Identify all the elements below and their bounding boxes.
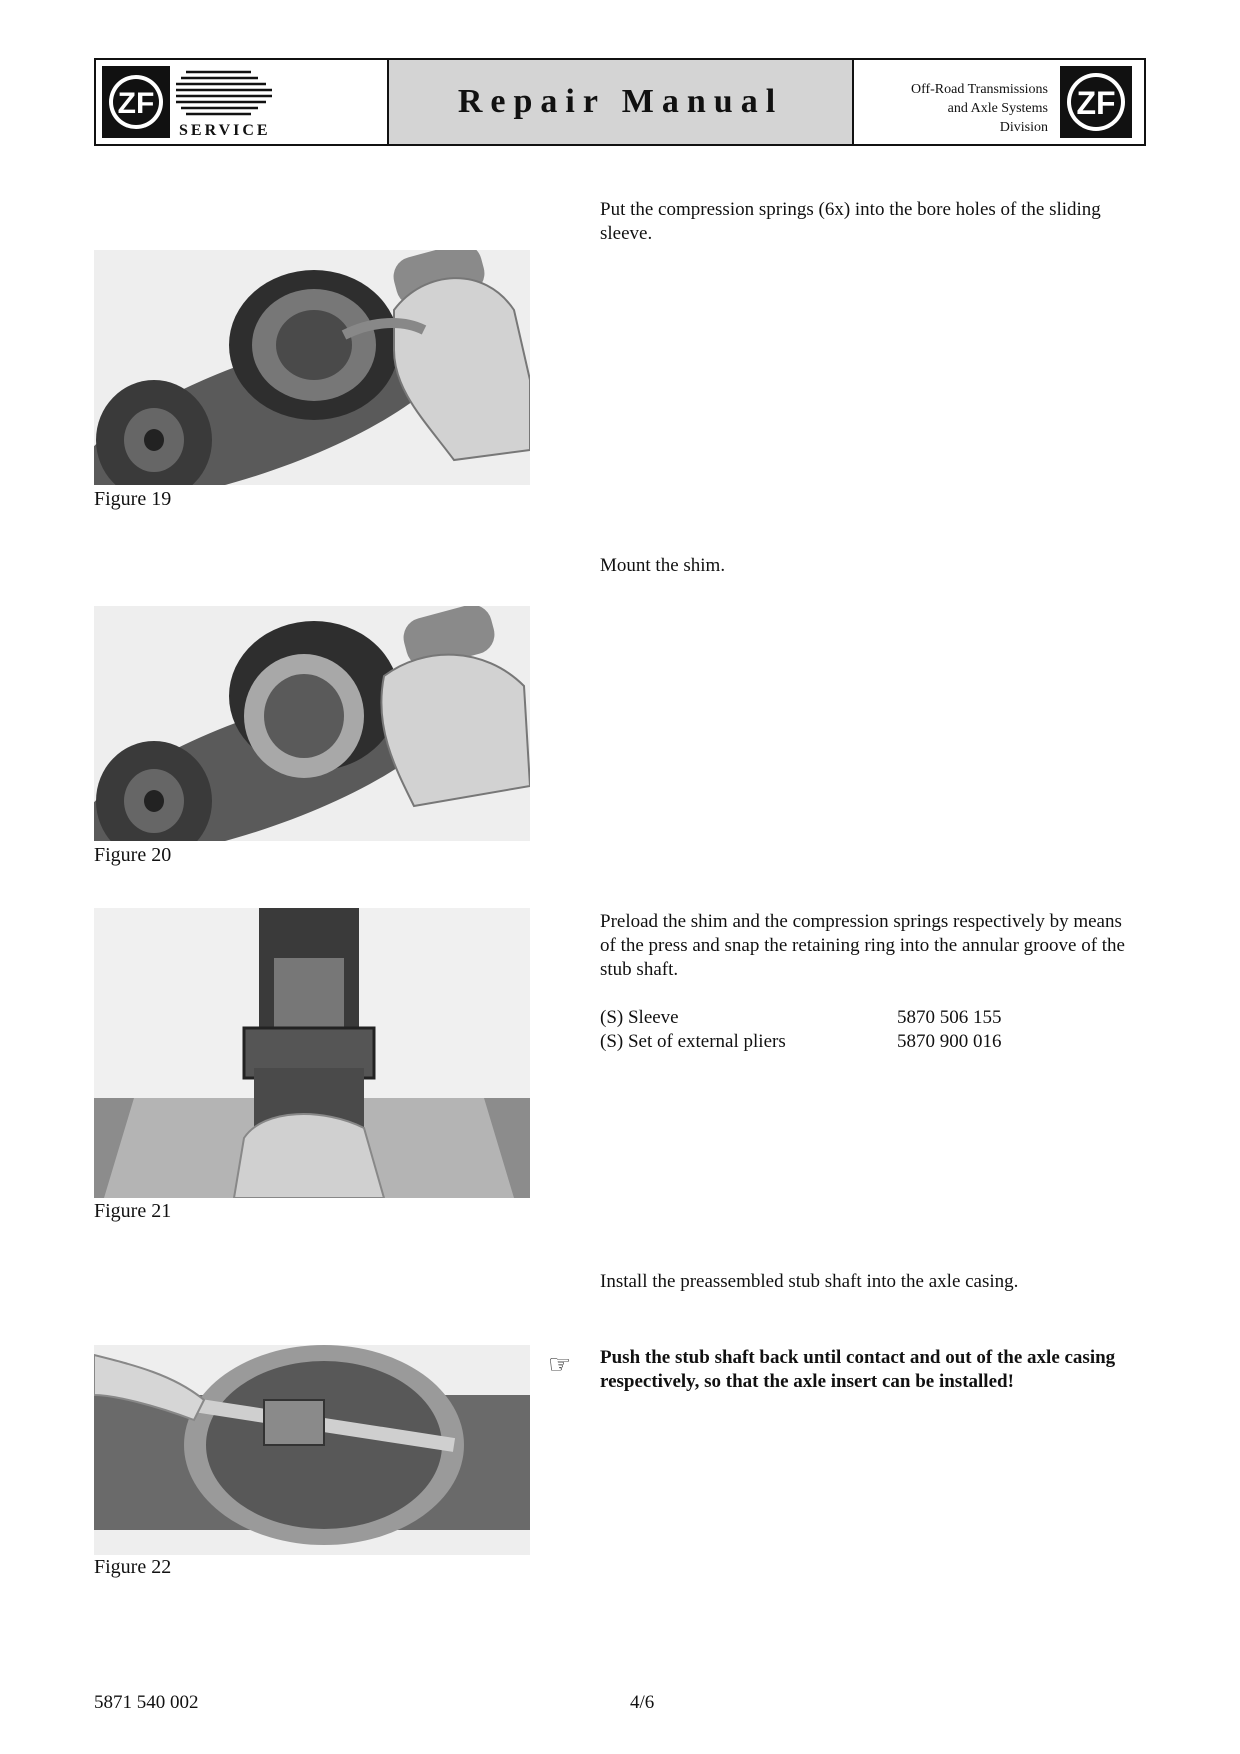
title-cell — [389, 60, 854, 144]
zf-logo-icon — [102, 66, 170, 138]
doc-number: 5871 540 002 — [94, 1692, 199, 1713]
figure-19-photo — [94, 250, 530, 485]
tool-number: 5870 506 155 — [897, 1007, 1002, 1028]
service-label: SERVICE — [179, 122, 271, 139]
figure-20-photo — [94, 606, 530, 841]
page-header — [94, 58, 1146, 146]
svg-text:ZF: ZF — [1076, 85, 1116, 121]
speed-lines-icon — [176, 68, 276, 118]
division-text — [911, 80, 1048, 137]
tool-row — [600, 1006, 1130, 1030]
tool-name: (S) Set of external pliers — [600, 1031, 786, 1052]
instruction-text: Mount the shim. — [600, 555, 726, 576]
instruction-paragraph: Preload the shim and the compression springs respectively by means of the press and snap the retaining ring into the annular groove of the stub shaft. — [600, 911, 1125, 980]
figure-22-photo — [94, 1345, 530, 1555]
figure-caption: Figure 19 — [94, 488, 172, 510]
zf-service-logo — [96, 60, 389, 144]
figure-caption: Figure 20 — [94, 844, 172, 866]
tool-number: 5870 900 016 — [897, 1031, 1002, 1052]
zf-logo-icon — [1060, 66, 1132, 138]
pointing-hand-icon: ☞ — [548, 1350, 572, 1379]
tool-row — [600, 1030, 1130, 1054]
svg-text:ZF: ZF — [117, 87, 155, 120]
instruction-text: Put the compression springs (6x) into the bore holes of the sliding sleeve. — [600, 199, 1101, 244]
division-line-2: and Axle Systems — [947, 101, 1048, 116]
figure-caption: Figure 21 — [94, 1200, 172, 1222]
division-line-1: Off-Road Transmissions — [910, 82, 1048, 97]
figure-caption: Figure 22 — [94, 1556, 172, 1578]
division-cell — [854, 60, 1144, 144]
page-number: 4/6 — [630, 1692, 655, 1713]
page-title: Repair Manual — [457, 83, 784, 120]
note-text: Push the stub shaft back until contact and out of the axle casing respectively, so that the axle insert can be installed! — [600, 1347, 1116, 1392]
instruction-text: Install the preassembled stub shaft into the axle casing. — [600, 1271, 1019, 1292]
figure-21-photo — [94, 908, 530, 1198]
division-line-3: Division — [999, 120, 1048, 135]
tool-name: (S) Sleeve — [600, 1007, 679, 1028]
instruction-text — [600, 910, 1130, 1054]
